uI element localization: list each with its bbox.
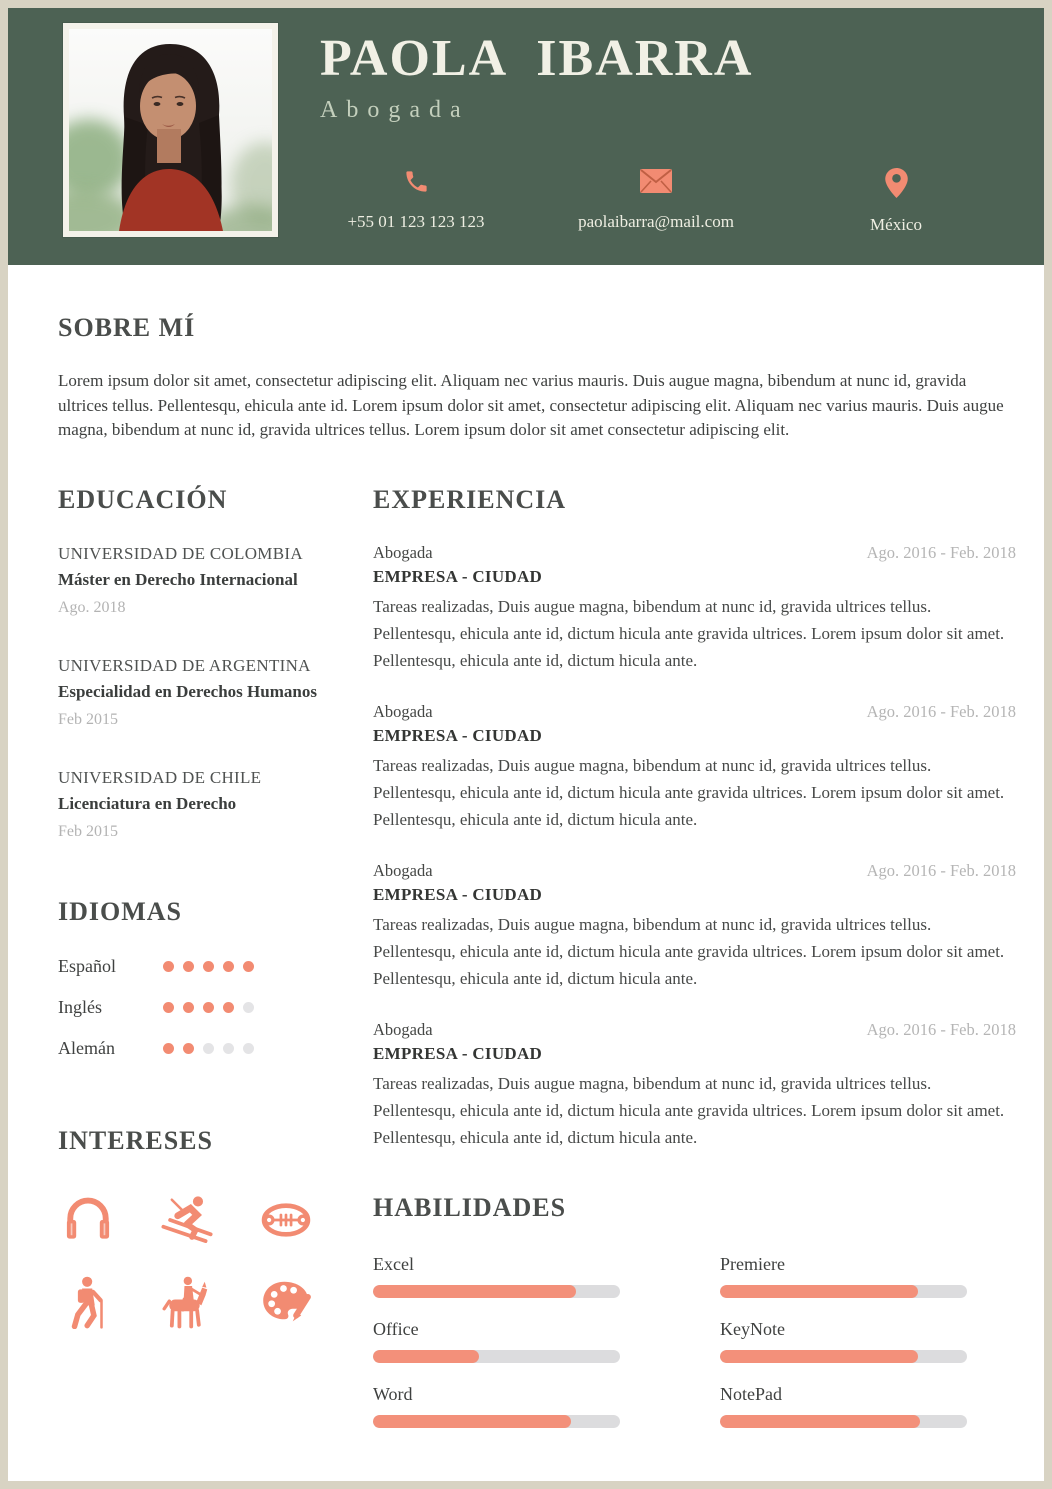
content-columns [58,485,1016,1446]
school-name: UNIVERSIDAD DE ARGENTINA [58,655,311,675]
education-item [58,541,323,621]
job-title: Abogada [320,96,470,123]
email-address: paolaibarra@mail.com [578,212,734,231]
experience-description: Tareas realizadas, Duis augue magna, bibendum at nunc id, gravida ultrices tellus. Pellentesqu, ehicula ante id, dictum hicula ante gravida ultrices. Lorem ipsum dolor sit amet. Pellentesqu, ehicula ante id, dictum hicula ante. [373,914,1005,988]
header-band [8,8,1044,265]
level-dot [183,1002,194,1013]
experience-company: EMPRESA - CIUDAD [373,884,543,904]
section-education [58,485,323,845]
skill-bar-fill [720,1350,918,1363]
section-experience [373,485,1016,1151]
education-date: Feb 2015 [58,822,118,840]
language-level-dots [163,961,263,972]
contact-location [776,168,1016,235]
experience-item [373,702,1016,833]
level-dot [163,1002,174,1013]
education-date: Feb 2015 [58,710,118,728]
school-name: UNIVERSIDAD DE CHILE [58,767,262,787]
skill-name: NotePad [720,1383,782,1404]
section-title-experience: EXPERIENCIA [373,484,567,514]
location-text: México [870,215,922,234]
level-dot [163,961,174,972]
experience-role: Abogada [373,1019,433,1039]
degree-name: Máster en Derecho Internacional [58,569,298,589]
skill-bar [373,1285,620,1298]
experience-description: Tareas realizadas, Duis augue magna, bibendum at nunc id, gravida ultrices tellus. Pellentesqu, ehicula ante id, dictum hicula ante gravida ultrices. Lorem ipsum dolor sit amet. Pellentesqu, ehicula ante id, dictum hicula ante. [373,1073,1005,1147]
section-title-languages: IDIOMAS [58,896,183,926]
language-name: Español [58,955,116,976]
experience-role: Abogada [373,542,433,562]
skill-item [373,1251,620,1306]
skills-grid [373,1251,1016,1446]
skill-bar [720,1285,967,1298]
skill-name: Excel [373,1253,414,1274]
degree-name: Licenciatura en Derecho [58,793,237,813]
section-interests [58,1126,323,1330]
skill-item [720,1251,967,1306]
level-dot [203,1002,214,1013]
level-dot [243,961,254,972]
degree-name: Especialidad en Derechos Humanos [58,681,317,701]
profile-photo [63,23,278,237]
experience-company: EMPRESA - CIUDAD [373,566,543,586]
language-row [58,994,323,1021]
horse-riding-icon [157,1274,217,1330]
level-dot [243,1002,254,1013]
skill-name: Word [373,1383,413,1404]
section-skills [373,1193,1016,1446]
skill-bar-fill [720,1415,920,1428]
skill-bar [373,1350,620,1363]
language-row [58,953,323,980]
identity-block [320,32,753,124]
experience-item [373,543,1016,674]
skill-bar [373,1415,620,1428]
resume-page [8,8,1044,1481]
experience-date: Ago. 2016 - Feb. 2018 [866,860,1016,880]
education-item [58,765,323,845]
phone-number: +55 01 123 123 123 [347,212,485,231]
skill-name: Office [373,1318,419,1339]
interests-grid [58,1192,323,1330]
skill-item [720,1316,967,1371]
contact-row [296,168,1016,235]
language-level-dots [163,1002,263,1013]
level-dot [203,961,214,972]
experience-date: Ago. 2016 - Feb. 2018 [866,542,1016,562]
skill-name: Premiere [720,1253,785,1274]
experience-item [373,1020,1016,1151]
portrait-illustration [69,29,272,231]
section-title-interests: INTERESES [58,1125,213,1155]
experience-company: EMPRESA - CIUDAD [373,725,543,745]
rugby-ball-icon [256,1192,316,1248]
skill-name: KeyNote [720,1318,785,1339]
level-dot [223,1043,234,1054]
section-title-about: SOBRE MÍ [58,313,196,342]
paint-palette-icon [256,1274,316,1330]
mail-icon [639,168,673,200]
level-dot [223,961,234,972]
school-name: UNIVERSIDAD DE COLOMBIA [58,543,303,563]
language-row [58,1035,323,1062]
level-dot [163,1043,174,1054]
language-level-dots [163,1043,263,1054]
level-dot [223,1002,234,1013]
skills-column-right [720,1251,967,1446]
level-dot [183,961,194,972]
education-item [58,653,323,733]
section-title-education: EDUCACIÓN [58,484,228,514]
skill-item [373,1316,620,1371]
level-dot [243,1043,254,1054]
person-name: PAOLA IBARRA [320,30,754,87]
skill-bar-fill [720,1285,918,1298]
experience-item [373,861,1016,992]
contact-email [536,168,776,235]
skill-bar [720,1415,967,1428]
right-column [373,485,1016,1446]
experience-role: Abogada [373,860,433,880]
skills-column-left [373,1251,620,1446]
skill-bar-fill [373,1415,571,1428]
section-languages [58,897,323,1062]
section-about [8,265,1044,443]
hiking-icon [58,1274,118,1330]
experience-company: EMPRESA - CIUDAD [373,1043,543,1063]
experience-date: Ago. 2016 - Feb. 2018 [866,701,1016,721]
experience-role: Abogada [373,701,433,721]
experience-date: Ago. 2016 - Feb. 2018 [866,1019,1016,1039]
skiing-icon [157,1192,217,1248]
skill-bar-fill [373,1350,479,1363]
language-name: Inglés [58,996,102,1017]
left-column [58,485,323,1446]
level-dot [183,1043,194,1054]
skill-bar-fill [373,1285,576,1298]
location-pin-icon [885,168,908,200]
about-text: Lorem ipsum dolor sit amet, consectetur adipiscing elit. Aliquam nec varius mauris. Duis augue magna, bibendum at nunc id, gravida ultrices tellus. Pellentesqu, ehicula ante id. Lorem ipsum dolor sit amet, consectetur adipiscing elit. Aliquam nec varius mauris. Duis augue magna, bibendum at nunc id, gravida ultrices tellus. Lorem ipsum dolor sit amet consectetur adipiscing elit. [58,371,1004,439]
education-date: Ago. 2018 [58,598,126,616]
skill-item [720,1381,967,1436]
headphones-icon [58,1192,118,1248]
skill-bar [720,1350,967,1363]
experience-description: Tareas realizadas, Duis augue magna, bibendum at nunc id, gravida ultrices tellus. Pellentesqu, ehicula ante id, dictum hicula ante gravida ultrices. Lorem ipsum dolor sit amet. Pellentesqu, ehicula ante id, dictum hicula ante. [373,755,1005,829]
phone-icon [403,168,430,200]
language-name: Alemán [58,1037,115,1058]
contact-phone [296,168,536,235]
section-title-skills: HABILIDADES [373,1192,567,1222]
skill-item [373,1381,620,1436]
level-dot [203,1043,214,1054]
experience-description: Tareas realizadas, Duis augue magna, bibendum at nunc id, gravida ultrices tellus. Pellentesqu, ehicula ante id, dictum hicula ante gravida ultrices. Lorem ipsum dolor sit amet. Pellentesqu, ehicula ante id, dictum hicula ante. [373,596,1005,670]
